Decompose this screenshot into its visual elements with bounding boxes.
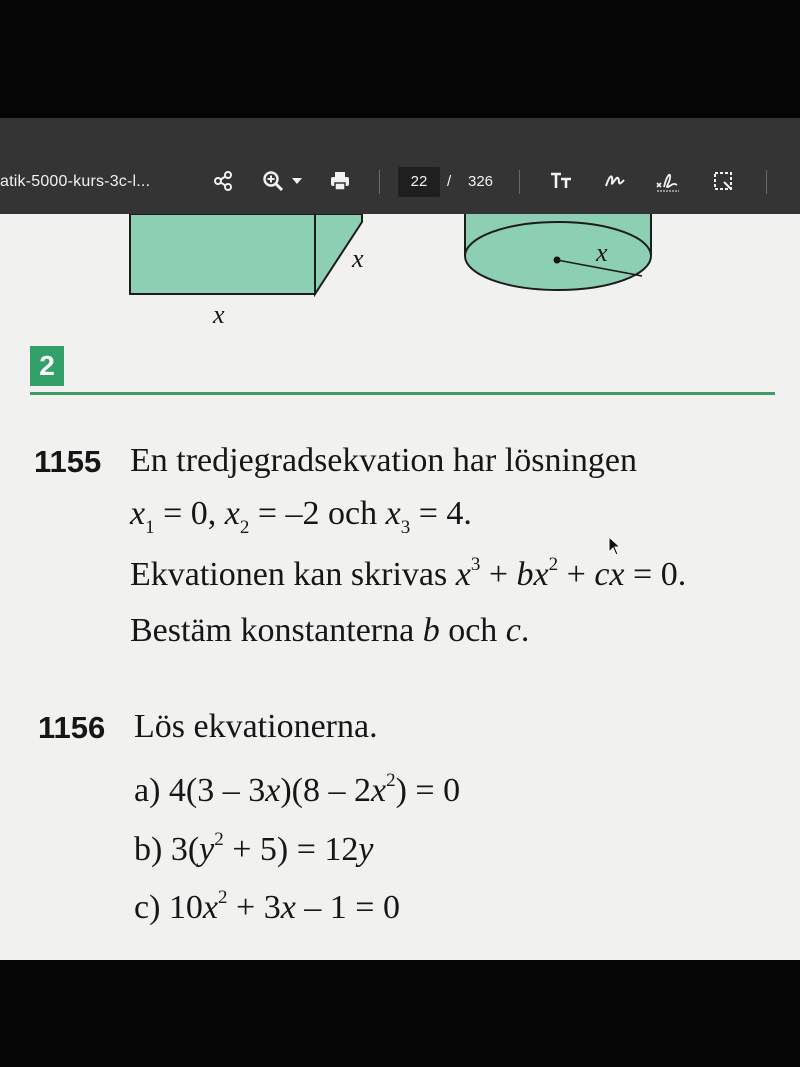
- text-size-icon[interactable]: [550, 170, 572, 198]
- pdf-viewer-screen: [0, 118, 800, 960]
- problem-1156-b: b) $3(y^2 + 5) = 12y$: [134, 829, 374, 868]
- mouse-cursor-icon: [608, 536, 622, 556]
- selection-icon[interactable]: [712, 170, 734, 198]
- toolbar-divider: [379, 170, 380, 194]
- print-icon[interactable]: [329, 170, 351, 198]
- toolbar-divider: [519, 170, 520, 194]
- page-separator: /: [447, 173, 452, 190]
- geometry-figures: [0, 214, 800, 434]
- total-pages: 326: [468, 173, 494, 190]
- cuboid-side-label: x: [352, 244, 364, 273]
- problem-number-1155: 1155: [34, 444, 102, 479]
- page-number-input[interactable]: 22: [398, 167, 440, 197]
- zoom-icon[interactable]: [262, 170, 284, 198]
- problem-1155-solutions: $x_1 = 0$, $x_2 = -2$ och $x_3 = 4$.: [130, 495, 472, 538]
- zoom-dropdown-icon[interactable]: [290, 170, 304, 198]
- document-title[interactable]: atik-5000-kurs-3c-l...: [0, 173, 151, 190]
- toolbar-divider: [766, 170, 767, 194]
- section-badge: 2: [30, 346, 64, 386]
- problem-1156-a: a) $4(3 - 3x)(8 - 2x^2) = 0$: [134, 770, 461, 809]
- problem-number-1156: 1156: [38, 710, 106, 745]
- problem-1155-equation: Ekvationen kan skrivas $x^3 + bx^2$ + cx = 0.: [130, 554, 687, 593]
- draw-icon[interactable]: [604, 170, 626, 198]
- pdf-toolbar: [0, 118, 800, 214]
- cylinder-radius-label: x: [596, 238, 608, 267]
- section-divider: [30, 392, 775, 395]
- cylinder-figure: [465, 214, 651, 290]
- signature-icon[interactable]: [655, 170, 681, 200]
- problem-1156-prompt: Lös ekvationerna.: [134, 708, 378, 745]
- cuboid-bottom-label: x: [213, 300, 225, 329]
- share-icon[interactable]: [212, 170, 234, 198]
- cuboid-figure: [130, 214, 362, 294]
- problem-1155-line1: En tredjegradsekvation har lösningen: [130, 442, 638, 479]
- problem-1155-task: Bestäm konstanterna b och c.: [130, 612, 530, 649]
- problem-1156-c: c) $10x^2 + 3x - 1 = 0$: [134, 887, 400, 926]
